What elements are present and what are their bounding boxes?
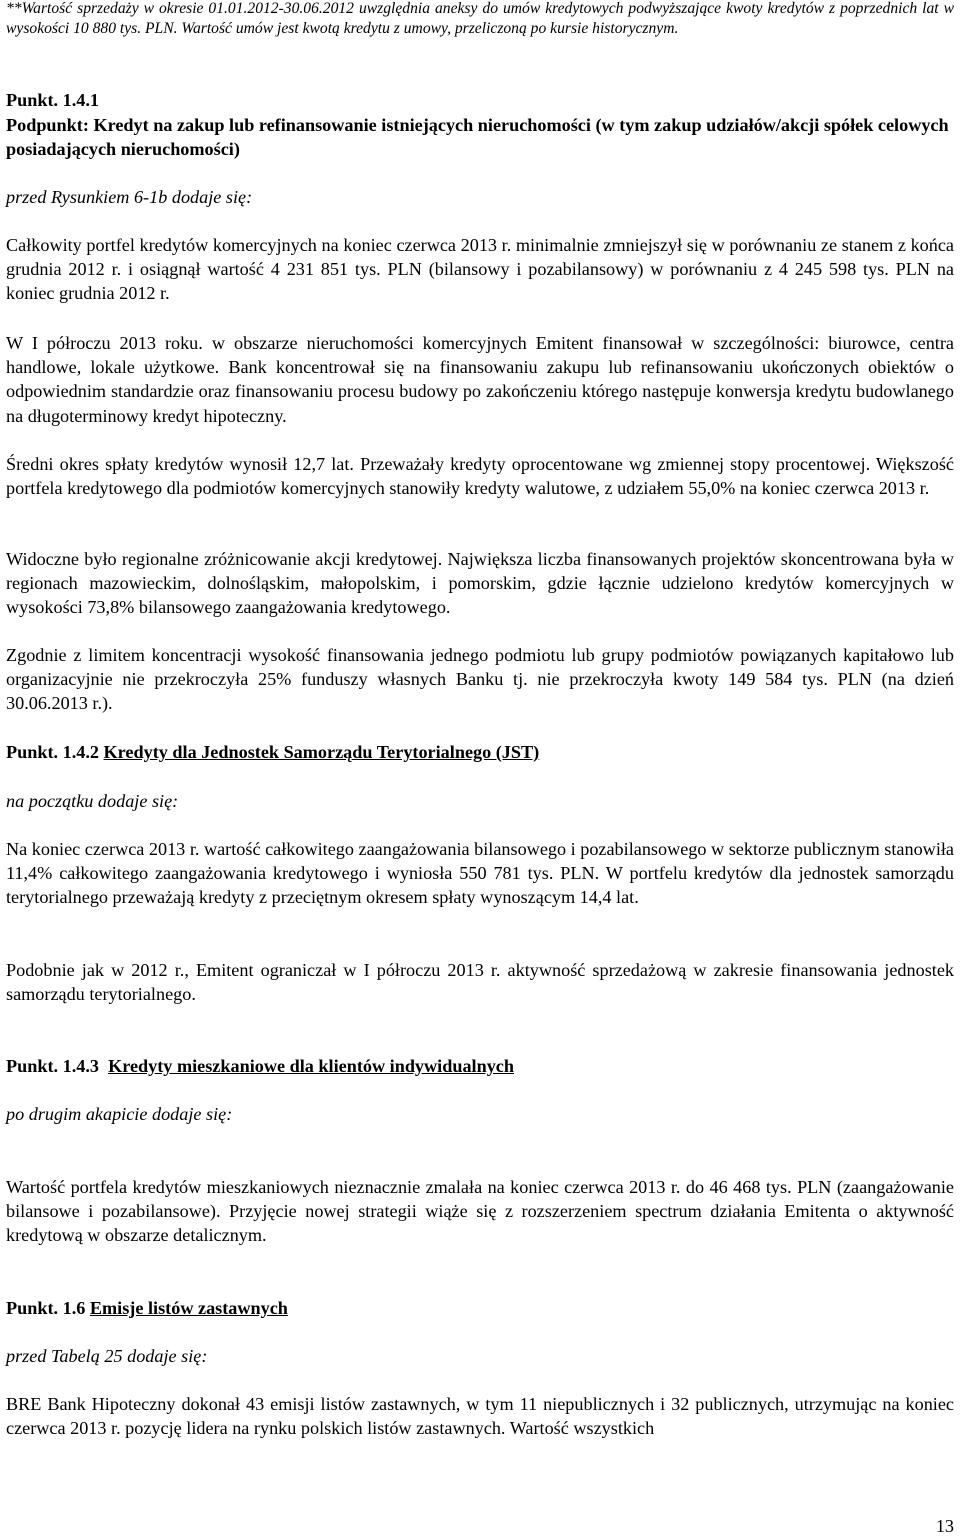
section-1-4-1-instruction: przed Rysunkiem 6-1b dodaje się:: [6, 187, 253, 207]
section-title: Kredyty mieszkaniowe dla klientów indywidualnych: [108, 1056, 514, 1076]
paragraph: Zgodnie z limitem koncentracji wysokość finansowania jednego podmiotu lub grupy podmiotów powiązanych kapitałowo lub organizacyjnie nie przekroczyła 25% funduszy własnych Banku tj. nie przekroczyła kwoty 149 584 tys. PLN (na dzień 30.06.2013 r.).: [6, 645, 954, 714]
section-label: Punkt. 1.4.3: [6, 1056, 99, 1076]
paragraph: Średni okres spłaty kredytów wynosił 12,7 lat. Przeważały kredyty oprocentowane wg zmiennej stopy procentowej. Większość portfela kredytowego dla podmiotów komercyjnych stanowiły kredyty walutowe, z udziałem 55,0% na koniec czerwca 2013 r.: [6, 454, 954, 499]
page-number: 13: [935, 1516, 954, 1536]
paragraph: W I półroczu 2013 roku. w obszarze nieruchomości komercyjnych Emitent finansował w szczególności: biurowce, centra handlowe, lokale użytkowe. Bank koncentrował się na finansowaniu zakupu lub refinansowaniu ukończonych obiektów o odpowiednim standardzie oraz finansowaniu procesu budowy po zakończeniu którego następuje konwersja kredytu budowlanego na długoterminowy kredyt hipoteczny.: [6, 333, 954, 426]
section-1-4-1-label: Punkt. 1.4.1: [6, 90, 99, 110]
section-1-4-2-instruction: na początku dodaje się:: [6, 791, 179, 811]
section-1-4-3-heading: [6, 1054, 954, 1078]
section-label: Punkt. 1.6: [6, 1298, 86, 1318]
section-1-4-1-subtitle: Podpunkt: Kredyt na zakup lub refinansowanie istniejących nieruchomości (w tym zakup udziałów/akcji spółek celowych posiadających nieruchomości): [6, 115, 949, 160]
paragraph: BRE Bank Hipoteczny dokonał 43 emisji listów zastawnych, w tym 11 niepublicznych i 32 publicznych, utrzymując na koniec czerwca 2013 r. pozycję lidera na rynku polskich listów zastawnych. Wartość wszystkich: [6, 1394, 954, 1439]
section-title: Kredyty dla Jednostek Samorządu Terytorialnego (JST): [103, 742, 540, 762]
paragraph: Podobnie jak w 2012 r., Emitent ograniczał w I półroczu 2013 r. aktywność sprzedażową w zakresie finansowania jednostek samorządu terytorialnego.: [6, 960, 954, 1005]
section-1-4-3-instruction: po drugim akapicie dodaje się:: [6, 1104, 233, 1124]
section-label: Punkt. 1.4.2: [6, 742, 99, 762]
paragraph: Na koniec czerwca 2013 r. wartość całkowitego zaangażowania bilansowego i pozabilansowego w sektorze publicznym stanowiła 11,4% całkowitego zaangażowania kredytowego i wyniosła 550 781 tys. PLN. W portfelu kredytów dla jednostek samorządu terytorialnego przeważają kredyty z przeciętnym okresem spłaty wynoszącym 14,4 lat.: [6, 839, 954, 908]
footnote: **Wartość sprzedaży w okresie 01.01.2012-30.06.2012 uwzględnia aneksy do umów kredytowych podwyższające kwoty kredytów z poprzednich lat w wysokości 10 880 tys. PLN. Wartość umów jest kwotą kredytu z umowy, przeliczoną po kursie historycznym.: [6, 0, 954, 37]
paragraph: Widoczne było regionalne zróżnicowanie akcji kredytowej. Największa liczba finansowanych projektów skoncentrowana była w regionach mazowieckim, dolnośląskim, małopolskim, i pomorskim, gdzie łącznie udzielono kredytów komercyjnych w wysokości 73,8% bilansowego zaangażowania kredytowego.: [6, 549, 954, 618]
section-1-4-2-heading: [6, 740, 954, 764]
paragraph: Wartość portfela kredytów mieszkaniowych nieznacznie zmalała na koniec czerwca 2013 r. do 46 468 tys. PLN (zaangażowanie bilansowe i pozabilansowe). Przyjęcie nowej strategii wiąże się z rozszerzeniem spectrum działania Emitenta o aktywność kredytową w obszarze detalicznym.: [6, 1177, 954, 1246]
section-1-6-heading: [6, 1296, 954, 1320]
section-title: Emisje listów zastawnych: [89, 1298, 288, 1318]
paragraph: Całkowity portfel kredytów komercyjnych na koniec czerwca 2013 r. minimalnie zmniejszył się w porównaniu ze stanem z końca grudnia 2012 r. i osiągnął wartość 4 231 851 tys. PLN (bilansowy i pozabilansowy) w porównaniu z 4 245 598 tys. PLN na koniec grudnia 2012 r.: [6, 235, 954, 304]
section-1-6-instruction: przed Tabelą 25 dodaje się:: [6, 1346, 208, 1366]
